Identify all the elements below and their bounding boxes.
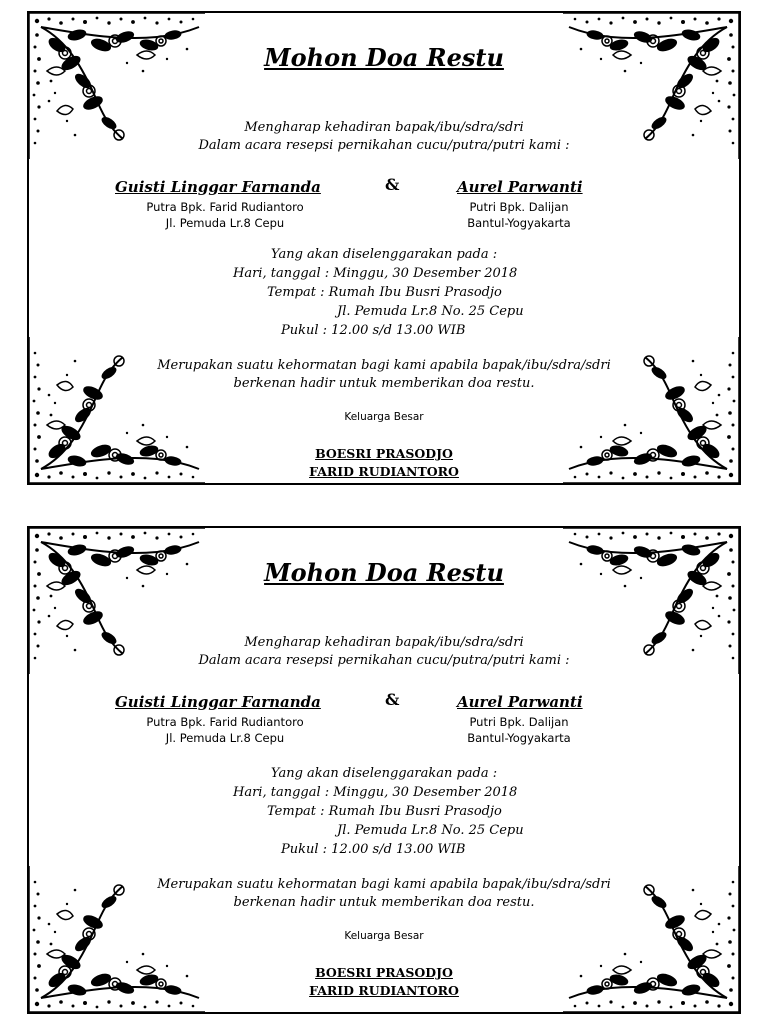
signer-2: FARID RUDIANTORO bbox=[309, 464, 459, 479]
invitation-intro bbox=[29, 634, 739, 670]
bride-parent: Putri Bpk. Dalijan bbox=[469, 200, 569, 214]
intro-line-2: Dalam acara resepsi pernikahan cucu/putra/putri kami : bbox=[198, 653, 570, 668]
signers bbox=[29, 445, 739, 481]
event-address: Jl. Pemuda Lr.8 No. 25 Cepu bbox=[337, 304, 524, 319]
invitation-title: Mohon Doa Restu bbox=[264, 558, 504, 587]
invitation-title: Mohon Doa Restu bbox=[264, 43, 504, 72]
ampersand: & bbox=[385, 690, 400, 709]
ampersand: & bbox=[385, 175, 400, 194]
event-time: Pukul : 12.00 s/d 13.00 WIB bbox=[281, 842, 466, 857]
signer-1: BOESRI PRASODJO bbox=[315, 965, 453, 980]
event-details bbox=[29, 764, 739, 859]
bride-address: Bantul-Yogyakarta bbox=[467, 216, 571, 230]
closing-line-2: berkenan hadir untuk memberikan doa restu. bbox=[233, 895, 535, 910]
invitation-card-bottom bbox=[27, 526, 741, 1014]
event-intro: Yang akan diselenggarakan pada : bbox=[270, 766, 498, 781]
bride-parent: Putri Bpk. Dalijan bbox=[469, 715, 569, 729]
bride-parent-info bbox=[439, 199, 599, 231]
groom-parent-info bbox=[125, 714, 325, 746]
event-date: Hari, tanggal : Minggu, 30 Desember 2018 bbox=[233, 266, 518, 281]
intro-line-1: Mengharap kehadiran bapak/ibu/sdra/sdri bbox=[244, 635, 524, 650]
event-intro: Yang akan diselenggarakan pada : bbox=[270, 247, 498, 262]
closing-text bbox=[29, 357, 739, 393]
groom-parent-info bbox=[125, 199, 325, 231]
event-details bbox=[29, 245, 739, 340]
groom-name: Guisti Linggar Farnanda bbox=[115, 693, 321, 711]
event-time: Pukul : 12.00 s/d 13.00 WIB bbox=[281, 323, 466, 338]
closing-line-1: Merupakan suatu kehormatan bagi kami apabila bapak/ibu/sdra/sdri bbox=[157, 877, 611, 892]
groom-parent: Putra Bpk. Farid Rudiantoro bbox=[146, 715, 304, 729]
bride-address: Bantul-Yogyakarta bbox=[467, 731, 571, 745]
groom-name: Guisti Linggar Farnanda bbox=[115, 178, 321, 196]
closing-text bbox=[29, 876, 739, 912]
bride-parent-info bbox=[439, 714, 599, 746]
signer-1: BOESRI PRASODJO bbox=[315, 446, 453, 461]
groom-address: Jl. Pemuda Lr.8 Cepu bbox=[165, 216, 285, 230]
invitation-card-top bbox=[27, 11, 741, 485]
groom-parent: Putra Bpk. Farid Rudiantoro bbox=[146, 200, 304, 214]
intro-line-2: Dalam acara resepsi pernikahan cucu/putra/putri kami : bbox=[198, 138, 570, 153]
groom-address: Jl. Pemuda Lr.8 Cepu bbox=[165, 731, 285, 745]
family-label: Keluarga Besar bbox=[344, 930, 424, 942]
event-place: Tempat : Rumah Ibu Busri Prasodjo bbox=[267, 285, 502, 300]
invitation-intro bbox=[29, 119, 739, 155]
intro-line-1: Mengharap kehadiran bapak/ibu/sdra/sdri bbox=[244, 120, 524, 135]
bride-name: Aurel Parwanti bbox=[457, 178, 583, 196]
closing-line-1: Merupakan suatu kehormatan bagi kami apabila bapak/ibu/sdra/sdri bbox=[157, 358, 611, 373]
signer-2: FARID RUDIANTORO bbox=[309, 983, 459, 998]
event-place: Tempat : Rumah Ibu Busri Prasodjo bbox=[267, 804, 502, 819]
signers bbox=[29, 964, 739, 1000]
closing-line-2: berkenan hadir untuk memberikan doa restu. bbox=[233, 376, 535, 391]
family-label: Keluarga Besar bbox=[344, 411, 424, 423]
bride-name: Aurel Parwanti bbox=[457, 693, 583, 711]
event-address: Jl. Pemuda Lr.8 No. 25 Cepu bbox=[337, 823, 524, 838]
event-date: Hari, tanggal : Minggu, 30 Desember 2018 bbox=[233, 785, 518, 800]
